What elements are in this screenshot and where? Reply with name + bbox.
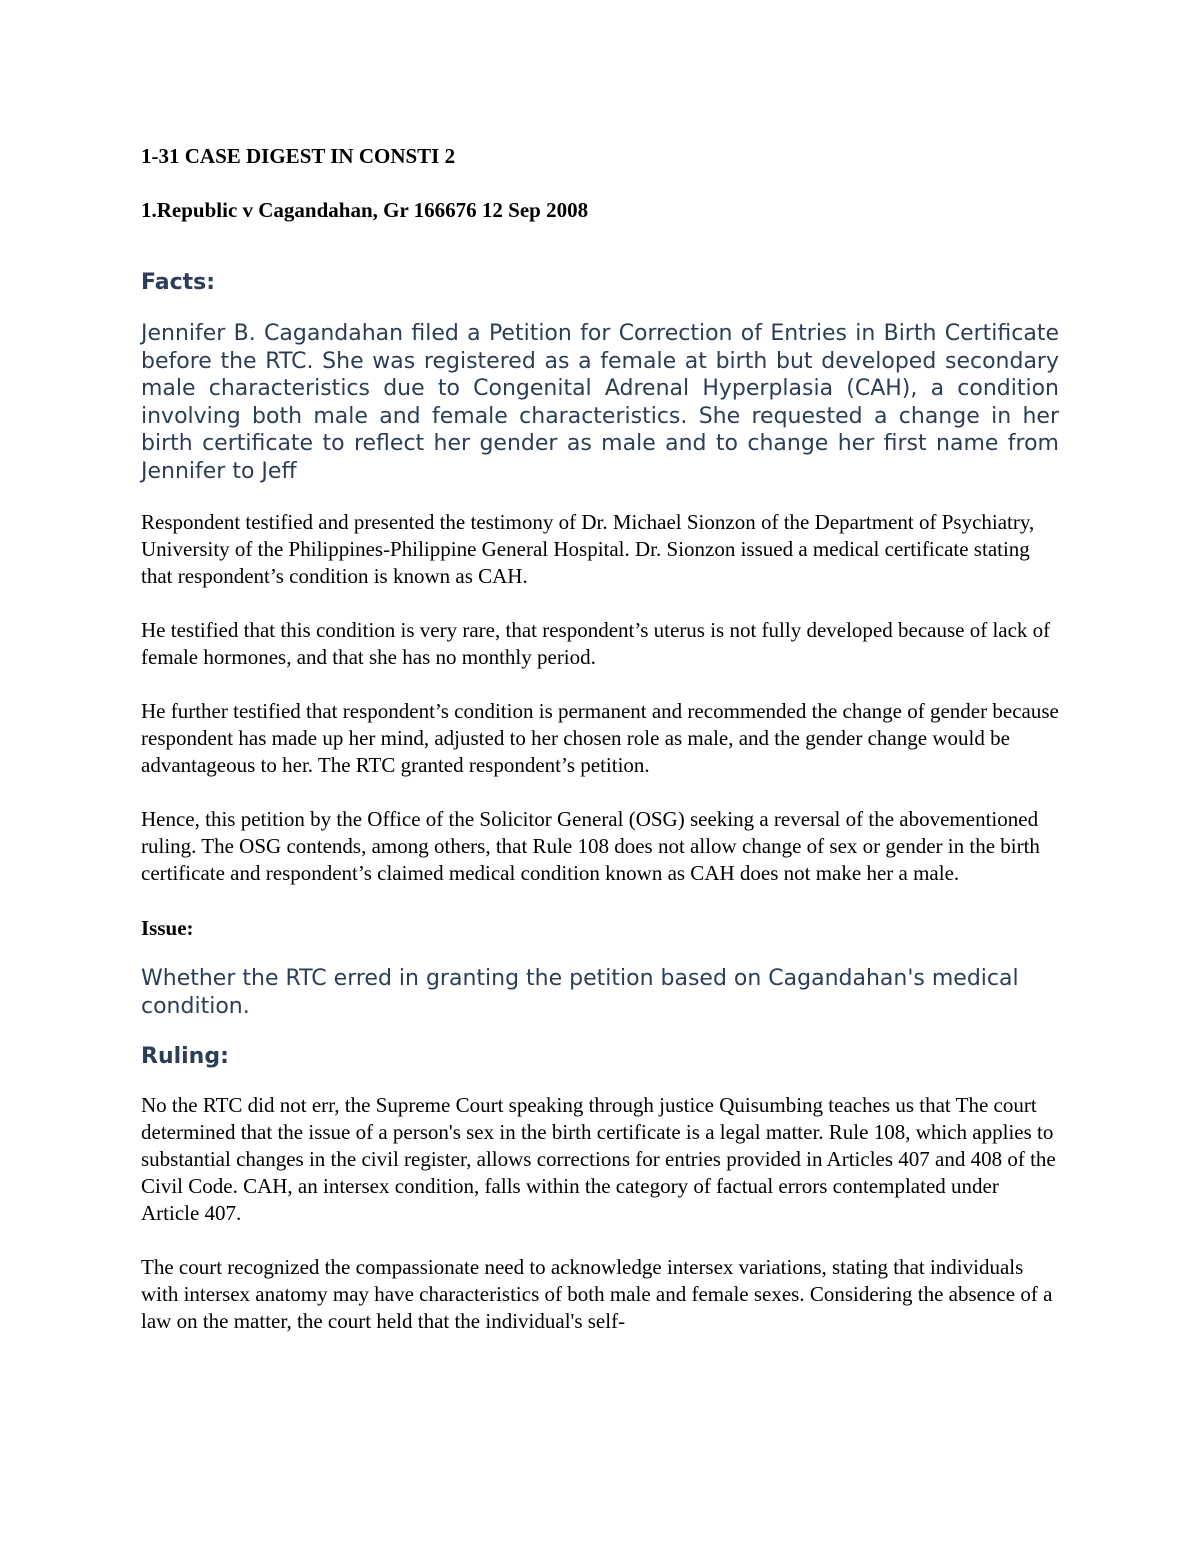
document-page [141,140,1059,1335]
ruling-heading: Ruling: [141,1044,229,1069]
facts-heading: Facts: [141,270,216,295]
issue-heading: Issue: [141,916,194,940]
issue-text: Whether the RTC erred in granting the petition based on Cagandahan's medical condition. [141,966,1019,1019]
ruling-paragraph-2: The court recognized the compassionate need to acknowledge intersex variations, stating that individuals with intersex anatomy may have characteristics of both male and female sexes. Considering the absence of a law on the matter, the court held that the individual's self- [141,1255,1053,1333]
case-heading: 1.Republic v Cagandahan, Gr 166676 12 Sep 2008 [141,198,589,222]
document-title: 1-31 CASE DIGEST IN CONSTI 2 [141,144,456,168]
facts-summary: Jennifer B. Cagandahan filed a Petition for Correction of Entries in Birth Certificate before the RTC. She was registered as a female at birth but developed secondary male characteristics due to Congenital Adrenal Hyperplasia (CAH), a condition involving both male and female characteristics. She requested a change in her birth certificate to reflect her gender as male and to change her first name from Jennifer to Jeff [141,321,1059,484]
facts-paragraph-4: Hence, this petition by the Office of the Solicitor General (OSG) seeking a reversal of the abovementioned ruling. The OSG contends, among others, that Rule 108 does not allow change of sex or gender in the birth certificate and respondent’s claimed medical condition known as CAH does not make her a male. [141,807,1040,885]
facts-paragraph-1: Respondent testified and presented the testimony of Dr. Michael Sionzon of the Department of Psychiatry, University of the Philippines-Philippine General Hospital. Dr. Sionzon issued a medical certificate stating that respondent’s condition is known as CAH. [141,510,1035,588]
ruling-paragraph-1: No the RTC did not err, the Supreme Court speaking through justice Quisumbing teaches us that The court determined that the issue of a person's sex in the birth certificate is a legal matter. Rule 108, which applies to substantial changes in the civil register, allows corrections for entries provided in Articles 407 and 408 of the Civil Code. CAH, an intersex condition, falls within the category of factual errors contemplated under Article 407. [141,1093,1056,1225]
facts-paragraph-2: He testified that this condition is very rare, that respondent’s uterus is not fully developed because of lack of female hormones, and that she has no monthly period. [141,618,1051,669]
facts-paragraph-3: He further testified that respondent’s condition is permanent and recommended the change of gender because respondent has made up her mind, adjusted to her chosen role as male, and the gender change would be advantageous to her. The RTC granted respondent’s petition. [141,699,1059,777]
